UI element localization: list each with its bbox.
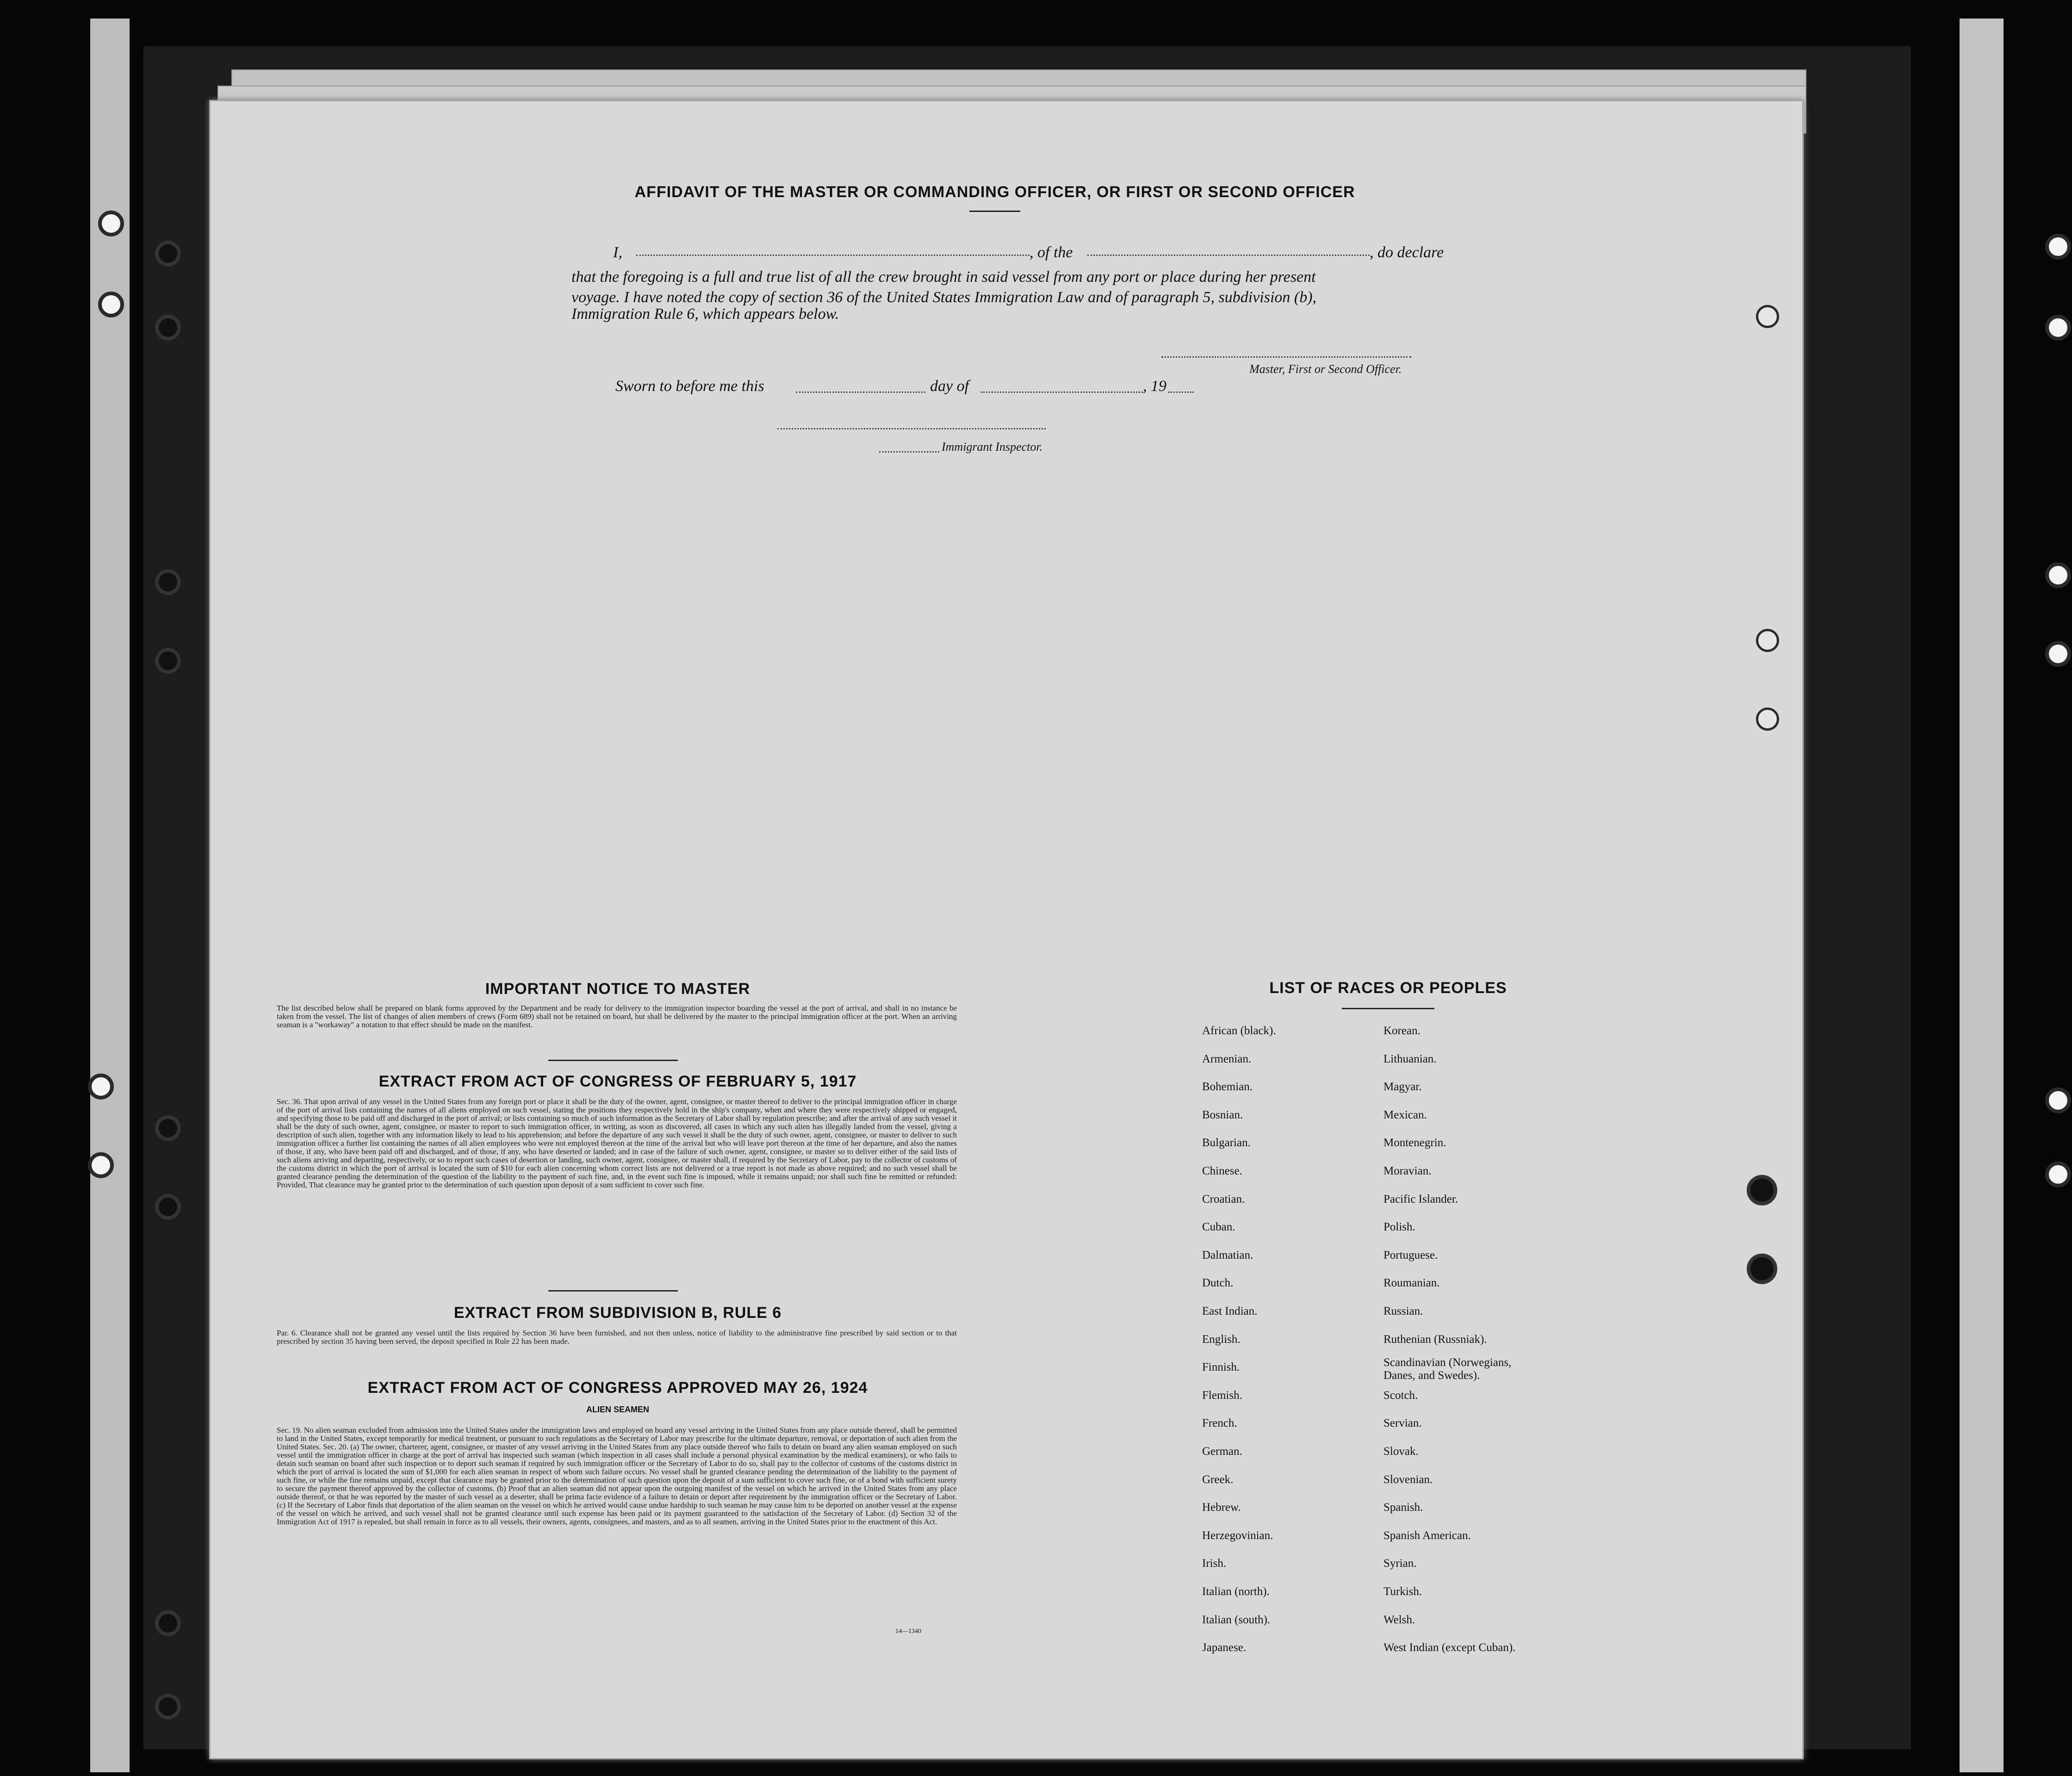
form-number: 14—1340 — [895, 1628, 921, 1635]
binder-hole-icon — [88, 1152, 114, 1178]
race-item: Japanese. — [1202, 1641, 1247, 1654]
race-item: Bohemian. — [1202, 1081, 1253, 1093]
binder-hole-icon — [155, 648, 181, 674]
declarant-name-field[interactable] — [636, 255, 1030, 256]
race-item: Hebrew. — [1202, 1501, 1241, 1514]
race-item: French. — [1202, 1417, 1237, 1430]
race-item: Magyar. — [1383, 1081, 1422, 1093]
right-binder-strip — [1960, 19, 2004, 1772]
race-item: Flemish. — [1202, 1389, 1242, 1402]
race-item: Armenian. — [1202, 1052, 1252, 1065]
races-title-rule — [1342, 1008, 1434, 1009]
binder-hole-icon — [2045, 1161, 2071, 1187]
notice-rule — [548, 1060, 678, 1061]
race-item: Portuguese. — [1383, 1248, 1438, 1261]
sworn-year-field[interactable] — [1168, 391, 1194, 393]
race-item: Moravian. — [1383, 1165, 1432, 1177]
affidavit-line1-end: , do declare — [1370, 244, 1444, 261]
extract-1924-text: Sec. 19. No alien seaman excluded from admission into the United States under the immigration laws and employed on board any vessel arriving in the United States from any place outside thereof, shall be permitted to land in the United States, except temporarily for medical treatment, or pursuant to such regulations as the Secretary of Labor may prescribe for the ultimate departure, removal, or deportation of such alien from the United States. Sec. 20. (a) The owner, charterer, agent, consignee, or master of any vessel arriving in the United States from any place outside thereof who fails to detain on board any alien seaman employed on such vessel until the immigration officer in charge at the port of arrival has inspected such seaman (which inspection in all cases shall include a personal physical examination by the medical examiners), or who fails to detain such seaman on board after such inspection or to deport such seaman if required by such immigration officer or the Secretary of Labor to do so, shall pay to the collector of customs of the customs district in which the port of arrival is located the sum of $1,000 for each alien seaman in respect of whom such failure occurs. No vessel shall be granted clearance pending the determination of the liability to the payment of such fine, or while the fine remains unpaid, except that clearance may be granted prior to the determination of such question upon the deposit of a sum sufficient to cover such fine, or of a bond with sufficient surety to secure the payment thereof approved by the collector of customs. (b) Proof that an alien seaman did not appear upon the outgoing manifest of the vessel on which he arrived in the United States from any place outside thereof, or that he was reported by the master of such vessel as a deserter, shall be prima facie evidence of a failure to detain or deport after requirement by the immigration officer or the Secretary of Labor. (c) If the Secretary of Labor finds that deportation of the alien seaman on the vessel on which he arrived would cause undue hardship to such seaman he may cause him to be deported on another vessel at the expense of the vessel on which he arrived, and such vessel shall not be granted clearance until such expense has been paid or its payment guaranteed to the satisfaction of the Secretary of Labor. (d) Section 32 of the Immigration Act of 1917 is repealed, but shall remain in force as to all vessels, their owners, agents, consignees, and masters, and as to all seamen, arriving in the United States prior to the enactment of this Act. — [277, 1426, 957, 1526]
extract-1917-text: Sec. 36. That upon arrival of any vessel in the United States from any foreign port or place it shall be the duty of the owner, agent, consignee, or master thereof to deliver to the principal immigration officer in charge of the port of arrival lists containing the names of all aliens employed on such vessel, stating the positions they respectively hold in the ship's company, when and where they were respectively shipped or engaged, and specifying those to be paid off and discharged in the port of arrival; or lists containing so much of such information as the Secretary of Labor shall by regulation prescribe; and after the arrival of any such vessel it shall be the duty of such owner, agent, consignee, or master to report to such immigration officer, in writing, as soon as discovered, all cases in which any such alien has illegally landed from the vessel, giving a description of such alien, together with any information likely to lead to his apprehension; and before the departure of any such vessel it shall be the duty of such owner, agent, consignee, or master to deliver to such immigration officer a further list containing the names of all alien employees who were not employed thereon at the time of the arrival but who will leave port thereon at the time of her departure, and also the names of those, if any, who have been paid off and discharged, and of those, if any, who have deserted or landed; and in case of the failure of such owner, agent, consignee, or master so to deliver either of the said lists of such aliens arriving and departing, respectively, or so to report such cases of desertion or landing, such owner, agent, consignee, or master shall, if required by the Secretary of Labor, pay to the collector of customs of the customs district in which the port of arrival is located the sum of $10 for each alien concerning whom correct lists are not delivered or a true report is not made as above required; and no such vessel shall be granted clearance pending the determination of the question of the liability to the payment of such fine, and, in the event such fine is imposed, while it remains unpaid; nor shall such fine be remitted or refunded: Provided, That clearance may be granted prior to the determination of such question upon deposit of a sum sufficient to cover such fine. — [277, 1098, 957, 1189]
page-punch-hole-icon — [1756, 629, 1779, 652]
affidavit-line4: Immigration Rule 6, which appears below. — [571, 305, 839, 323]
race-item: Dutch. — [1202, 1277, 1234, 1290]
inspector-signature-field[interactable] — [777, 428, 1046, 429]
page-punch-hole-icon — [1756, 305, 1779, 328]
race-item: Roumanian. — [1383, 1277, 1440, 1290]
race-item: Syrian. — [1383, 1557, 1417, 1570]
sworn-text-start: Sworn to before me this — [615, 378, 764, 395]
vessel-name-field[interactable] — [1087, 255, 1370, 256]
page-punch-hole-icon — [1747, 1175, 1777, 1205]
race-item: German. — [1202, 1445, 1242, 1458]
race-item: Turkish. — [1383, 1585, 1422, 1598]
inspector-signature-leader — [879, 451, 939, 453]
race-item: Greek. — [1202, 1473, 1234, 1486]
race-item: Croatian. — [1202, 1192, 1245, 1205]
binder-hole-icon — [155, 241, 181, 267]
binder-hole-icon — [2045, 1087, 2071, 1113]
left-binder-strip — [90, 19, 130, 1772]
affidavit-title: AFFIDAVIT OF THE MASTER OR COMMANDING OFFICER, OR FIRST OR SECOND OFFICER — [634, 183, 1355, 201]
race-item: Welsh. — [1383, 1613, 1415, 1626]
race-item: Finnish. — [1202, 1361, 1240, 1374]
page-punch-hole-icon — [1747, 1254, 1777, 1284]
race-item: Lithuanian. — [1383, 1052, 1437, 1065]
binder-hole-icon — [155, 1115, 181, 1141]
notice-text: The list described below shall be prepared on blank forms approved by the Department and be ready for delivery to the immigration inspector boarding the vessel at the port of arrival, and shall in no instance be taken from the vessel. The list of changes of alien members of crews (Form 689) shall not be retained on board, but shall be delivered by the master to the principal immigration officer at the port. When an arriving seaman is a "workaway" a notation to that effect should be made on the manifest. — [277, 1004, 957, 1029]
race-item: Dalmatian. — [1202, 1248, 1253, 1261]
extract-1917-title: EXTRACT FROM ACT OF CONGRESS OF FEBRUARY 5, 1917 — [378, 1073, 857, 1090]
binder-hole-icon — [155, 1694, 181, 1720]
race-item: Pacific Islander. — [1383, 1192, 1458, 1205]
extract-rule6-text: Par. 6. Clearance shall not be granted any vessel until the lists required by Section 36 have been furnished, and not then unless, notice of liability to the administrative fine prescribed by said section or to that prescribed by section 35 having been served, the deposit specified in Rule 22 has been made. — [277, 1329, 957, 1346]
notice-title: IMPORTANT NOTICE TO MASTER — [485, 980, 751, 998]
race-item: Slovenian. — [1383, 1473, 1433, 1486]
race-item: Irish. — [1202, 1557, 1227, 1570]
sworn-text-year: , 19 — [1143, 378, 1166, 395]
binder-hole-icon — [155, 1194, 181, 1220]
race-item: Bulgarian. — [1202, 1136, 1251, 1149]
race-item: Bosnian. — [1202, 1108, 1243, 1121]
race-item: West Indian (except Cuban). — [1383, 1641, 1516, 1654]
page-punch-hole-icon — [1756, 708, 1779, 731]
binder-hole-icon — [2045, 234, 2071, 260]
race-item: Scandinavian (Norwegians, Danes, and Swedes). — [1383, 1356, 1512, 1382]
race-item: Cuban. — [1202, 1221, 1235, 1234]
inspector-label: Immigrant Inspector. — [942, 440, 1043, 453]
binder-hole-icon — [2045, 315, 2071, 341]
sworn-text-day: day of — [930, 378, 969, 395]
race-item: Spanish. — [1383, 1501, 1423, 1514]
sworn-month-field[interactable] — [981, 391, 1143, 393]
extract-1924-title: EXTRACT FROM ACT OF CONGRESS APPROVED MAY 26, 1924 — [367, 1379, 868, 1397]
race-item: Scotch. — [1383, 1389, 1418, 1402]
races-title: LIST OF RACES OR PEOPLES — [1269, 979, 1507, 997]
affidavit-title-rule — [969, 211, 1020, 212]
race-item: English. — [1202, 1333, 1241, 1346]
race-item: African (black). — [1202, 1025, 1276, 1037]
binder-hole-icon — [2045, 562, 2071, 588]
race-item: Italian (south). — [1202, 1613, 1271, 1626]
master-signature-label: Master, First or Second Officer. — [1249, 362, 1402, 376]
affidavit-line3: voyage. I have noted the copy of section 36 of the United States Immigration Law and of paragraph 5, subdivision (b), — [571, 289, 1317, 306]
binder-hole-icon — [155, 1610, 181, 1636]
binder-hole-icon — [155, 569, 181, 595]
race-item: Montenegrin. — [1383, 1136, 1446, 1149]
race-item: East Indian. — [1202, 1305, 1258, 1317]
affidavit-line1-of: , of the — [1030, 244, 1073, 261]
binder-hole-icon — [155, 315, 181, 341]
binder-hole-icon — [2045, 641, 2071, 667]
affidavit-line1-start: I, — [613, 244, 622, 261]
affidavit-line2: that the foregoing is a full and true list of all the crew brought in said vessel from any port or place during her present — [571, 268, 1316, 286]
race-item: Korean. — [1383, 1025, 1421, 1037]
master-signature-field[interactable] — [1161, 356, 1411, 358]
race-item: Russian. — [1383, 1305, 1423, 1317]
race-item: Slovak. — [1383, 1445, 1419, 1458]
extract-1924-subtitle: ALIEN SEAMEN — [586, 1405, 649, 1414]
race-item: Chinese. — [1202, 1165, 1242, 1177]
extract-1917-rule — [548, 1290, 678, 1292]
sworn-date-field[interactable] — [796, 391, 925, 393]
race-item: Servian. — [1383, 1417, 1422, 1430]
race-item: Herzegovinian. — [1202, 1529, 1273, 1542]
race-item: Spanish American. — [1383, 1529, 1471, 1542]
binder-hole-icon — [88, 1074, 114, 1099]
race-item: Ruthenian (Russniak). — [1383, 1333, 1487, 1346]
race-item: Polish. — [1383, 1221, 1415, 1234]
race-item: Mexican. — [1383, 1108, 1427, 1121]
binder-hole-icon — [98, 292, 124, 317]
extract-rule6-title: EXTRACT FROM SUBDIVISION B, RULE 6 — [453, 1304, 782, 1322]
binder-hole-icon — [98, 211, 124, 236]
race-item: Italian (north). — [1202, 1585, 1270, 1598]
